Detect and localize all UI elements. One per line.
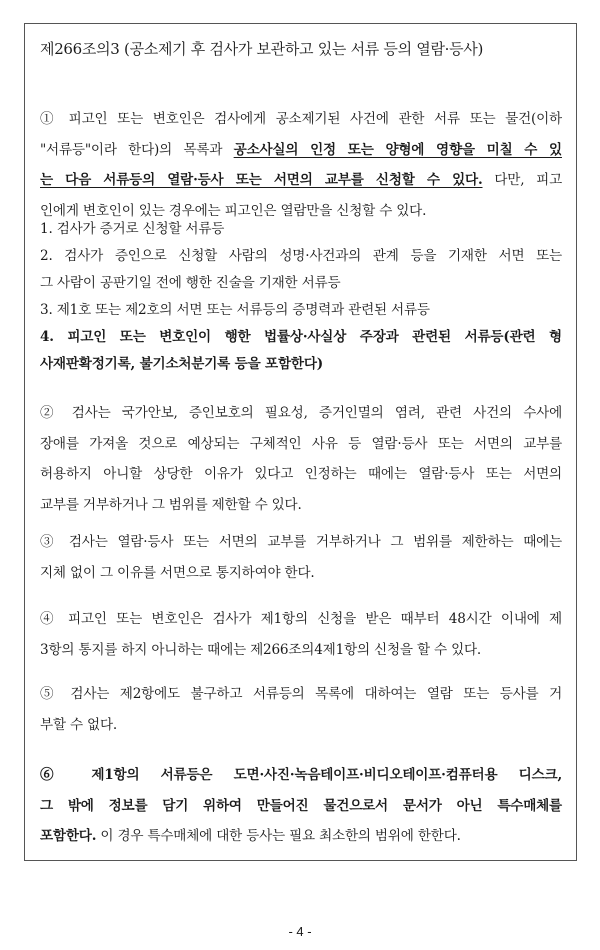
paragraph-6 [40,760,562,852]
paragraph-4 [40,604,562,665]
paragraph-5-line: 부할 수 없다. [40,716,118,733]
paragraph-1-line: 인에게 변호인이 있는 경우에는 피고인은 열람만을 신청할 수 있다. [40,202,427,219]
paragraph-5 [40,679,562,740]
paragraph-2-line: 장애를 가져올 것으로 예상되는 구체적인 사유 등 열람·등사 또는 서면의 교부를 [40,435,562,452]
paragraph-3 [40,527,562,588]
list-item: 3. 제1호 또는 제2호의 서면 또는 서류등의 증명력과 관련된 서류등 [40,302,430,318]
list-item: 사재판확정기록, 불기소처분기록 등을 포함한다) [40,356,323,372]
paragraph-1-line: ① 피고인 또는 변호인은 검사에게 공소제기된 사건에 관한 서류 또는 물건(이하 [40,111,562,127]
paragraph-1-line [40,165,562,196]
document-frame [24,23,577,861]
paragraph-1-line [40,135,562,166]
paragraph-4-line: ④ 피고인 또는 변호인은 검사가 제1항의 신청을 받은 때부터 48시간 이내에 제 [40,611,562,627]
paragraph-5-line: ⑤ 검사는 제2항에도 불구하고 서류등의 목록에 대하여는 열람 또는 등사를 거 [40,686,562,702]
paragraph-2-line: 허용하지 아니할 상당한 이유가 있다고 인정하는 때에는 열람·등사 또는 서면의 [40,466,562,482]
paragraph-3-line: ③ 검사는 열람·등사 또는 서면의 교부를 거부하거나 그 범위를 제한하는 때에는 [40,534,562,550]
paragraph-2 [40,398,562,520]
paragraph-6-line [40,821,562,852]
paragraph-4-line: 3항의 통지를 하지 아니하는 때에는 제266조의4제1항의 신청을 할 수 있다. [40,641,482,658]
list-item: 2. 검사가 증인으로 신청할 사람의 성명·사건과의 관계 등을 기재한 서면 또는 [40,248,562,264]
paragraph-6-line: ⑥ 제1항의 서류등은 도면·사진·녹음테이프·비디오테이프·컴퓨터용 디스크, [40,767,562,783]
paragraph-2-line: ② 검사는 국가안보, 증인보호의 필요성, 증거인멸의 염려, 관련 사건의 수사에 [40,405,562,421]
bold-text: 포함한다. [40,828,97,844]
page-number: - 4 - [288,924,312,939]
emphasized-text: 공소사실의 인정 또는 양형에 영향을 미칠 수 있 [233,141,562,158]
list-item: 그 사람이 공판기일 전에 행한 진술을 기재한 서류등 [40,275,341,291]
paragraph-1 [40,104,562,226]
text-run: 다만, 피고 [482,172,562,188]
text-run: 이 경우 특수매체에 대한 등사는 필요 최소한의 범위에 한한다. [96,828,461,844]
article-title: 제266조의3 (공소제기 후 검사가 보관하고 있는 서류 등의 열람·등사) [40,40,484,58]
paragraph-2-line: 교부를 거부하거나 그 범위를 제한할 수 있다. [40,496,302,513]
list-item: 1. 검사가 증거로 신청할 서류등 [40,221,225,237]
text-run: "서류등"이라 한다)의 목록과 [40,141,234,158]
emphasized-text: 는 다음 서류등의 열람·등사 또는 서면의 교부를 신청할 수 있다. [40,172,483,188]
paragraph-6-line: 그 밖에 정보를 담기 위하여 만들어진 물건으로서 문서가 아닌 특수매체를 [40,797,562,814]
paragraph-3-line: 지체 없이 그 이유를 서면으로 통지하여야 한다. [40,564,315,581]
item-list [40,216,562,378]
list-item: 4. 피고인 또는 변호인이 행한 법률상·사실상 주장과 관련된 서류등(관련 형 [40,329,562,345]
